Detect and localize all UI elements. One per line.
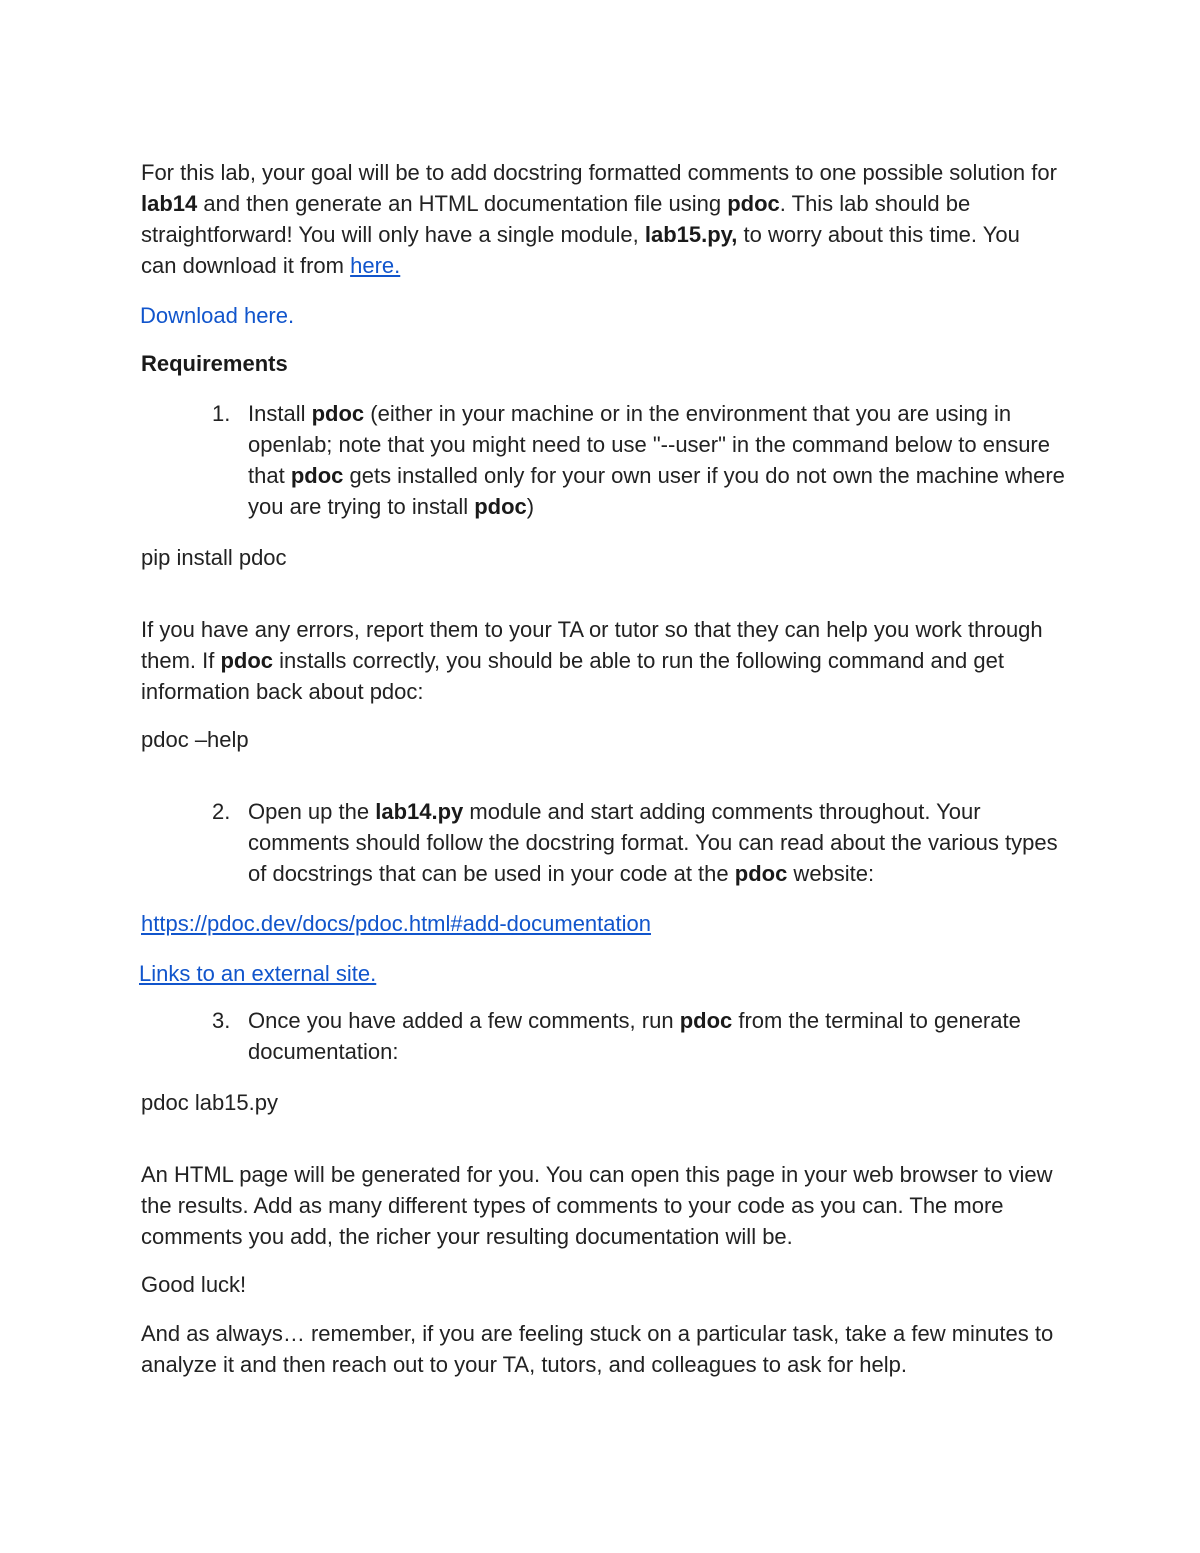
step1-text: Install pdoc (either in your machine or in the environment that you are using in openlab; note that you might need to use "--user" in the command below to ensure that pdoc gets installed only for your own user if you do not own the machine where you are trying to install pdoc) <box>248 401 1065 519</box>
help-command: pdoc –help <box>141 727 249 752</box>
step2-text: Open up the lab14.py module and start adding comments throughout. Your comments should follow the docstring format. You can read about the various types of docstrings that can be used in your code at the pdoc website: <box>248 799 1058 886</box>
run-command: pdoc lab15.py <box>141 1090 278 1115</box>
errors-paragraph: If you have any errors, report them to your TA or tutor so that they can help you work through them. If pdoc installs correctly, you should be able to run the following command and get information back about pdoc: <box>141 617 1043 704</box>
closing-paragraph: And as always… remember, if you are feeling stuck on a particular task, take a few minutes to analyze it and then reach out to your TA, tutors, and colleagues to ask for help. <box>141 1321 1054 1377</box>
step3-number: 3. <box>212 1008 231 1033</box>
step1-number: 1. <box>212 401 231 426</box>
html-paragraph: An HTML page will be generated for you. You can open this page in your web browser to view the results. Add as many different types of comments to your code as you can. The more comments you add, the richer your resulting documentation will be. <box>141 1162 1053 1249</box>
good-luck-text: Good luck! <box>141 1272 247 1297</box>
requirements-heading: Requirements <box>141 351 288 376</box>
external-site-link[interactable]: Links to an external site. <box>139 961 377 986</box>
step3-text: Once you have added a few comments, run pdoc from the terminal to generate documentation: <box>248 1008 1021 1064</box>
intro-paragraph: For this lab, your goal will be to add docstring formatted comments to one possible solution for lab14 and then generate an HTML documentation file using pdoc. This lab should be straightforward! You will only have a single module, lab15.py, to worry about this time. You can download it from here. <box>141 160 1057 278</box>
here-link[interactable]: here. <box>350 253 401 278</box>
install-command: pip install pdoc <box>141 545 287 570</box>
pdoc-docs-url-link[interactable]: https://pdoc.dev/docs/pdoc.html#add-documentation <box>141 911 651 936</box>
download-here-link[interactable]: Download here. <box>140 303 295 328</box>
step2-number: 2. <box>212 799 231 824</box>
